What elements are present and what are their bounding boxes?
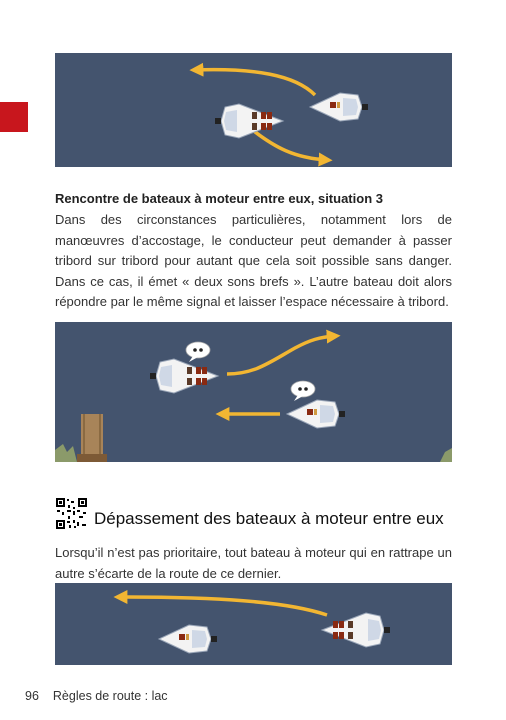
boat-icon [322, 613, 390, 647]
boat-icon [215, 104, 283, 138]
chapter-title: Règles de route : lac [52, 689, 168, 703]
qr-code-icon[interactable] [55, 497, 88, 530]
speech-bubble-icon [186, 342, 210, 362]
arrow-icon [250, 128, 327, 160]
boat-icon [310, 93, 368, 121]
boat-icon [159, 625, 217, 653]
speech-bubble-icon [291, 381, 315, 401]
illustration-meeting-boats [55, 53, 452, 167]
section-heading-overtaking [55, 496, 475, 530]
arrow-icon [119, 597, 327, 615]
arrow-icon [227, 336, 335, 374]
illustration-overtaking [55, 583, 452, 665]
page-footer [25, 689, 168, 703]
boat-icon [287, 400, 345, 428]
dock-icon [55, 414, 107, 462]
paragraph-overtaking: Lorsqu’il n’est pas prioritaire, tout bateau à moteur qui en rattrape un autre s’écarte de la route de ce dernier. [55, 545, 452, 581]
section-title: Dépassement des bateaux à moteur entre eux [94, 509, 444, 528]
boat-icon [150, 359, 218, 393]
arrow-icon [195, 70, 315, 95]
chapter-tab-marker [0, 102, 28, 132]
page-number: 96 [25, 689, 39, 703]
illustration-two-short-blasts [55, 322, 452, 462]
paragraph-meeting-situation-3: Dans des circonstances particulières, notamment lors de manœuvres d’accostage, le conducteur peut demander à passer tribord sur tribord pour autant que cela soit possible sans danger. Dans ce cas, il émet « deux sons brefs ». L’autre bateau doit alors répondre par le même signal et laisser l’espace nécessaire à tribord. [55, 212, 452, 309]
subheading-meeting-situation-3: Rencontre de bateaux à moteur entre eux, situation 3 [55, 191, 383, 206]
